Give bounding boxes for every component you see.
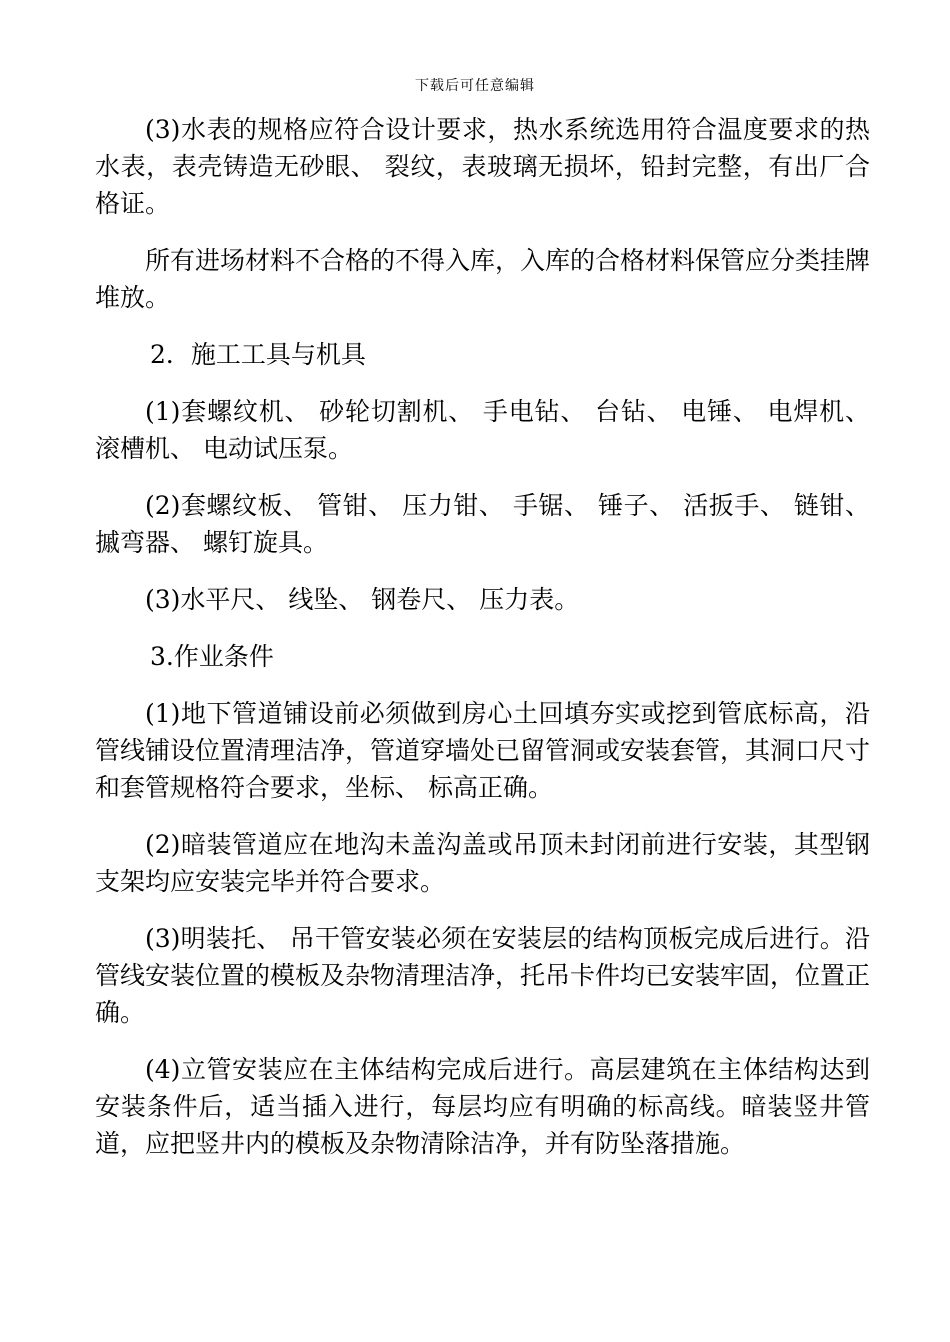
paragraph-concealed-pipes: (2)暗装管道应在地沟未盖沟盖或吊顶未封闭前进行安装，其型钢支架均应安装完毕并符合要求。 [95,830,870,896]
section-heading-tools: 2．施工工具与机具 [150,340,366,369]
paragraph-exposed-main-pipes: (3)明装托、 吊干管安装必须在安装层的结构顶板完成后进行。沿管线安装位置的模板及杂物清理洁净，托吊卡件均已安装牢固，位置正确。 [95,924,871,1027]
document-body [95,111,870,1182]
section-heading-work-conditions: 3.作业条件 [150,642,274,671]
page-header: 下载后可任意编辑 [415,78,535,94]
paragraph-water-meter-spec: (3)水表的规格应符合设计要求，热水系统选用符合温度要求的热水表，表壳铸造无砂眼、 裂纹，表玻璃无损坏，铅封完整，有出厂合格证。 [95,115,870,218]
paragraph-riser-pipes: (4)立管安装应在主体结构完成后进行。高层建筑在主体结构达到安装条件后，适当插入进行，每层均应有明确的标高线。暗装竖井管道，应把竖井内的模板及杂物清除洁净，并有防坠落措施。 [95,1055,870,1158]
paragraph-measuring-tools: (3)水平尺、 线坠、 钢卷尺、 压力表。 [145,585,580,614]
paragraph-underground-pipes: (1)地下管道铺设前必须做到房心土回填夯实或挖到管底标高，沿管线铺设位置清理洁净，管道穿墙处已留管洞或安装套管，其洞口尺寸和套管规格符合要求，坐标、 标高正确。 [95,699,871,802]
paragraph-material-storage: 所有进场材料不合格的不得入库，入库的合格材料保管应分类挂牌堆放。 [95,246,871,312]
paragraph-machines: (1)套螺纹机、 砂轮切割机、 手电钻、 台钻、 电锤、 电焊机、 滚槽机、 电动试压泵。 [95,397,870,463]
paragraph-hand-tools: (2)套螺纹板、 管钳、 压力钳、 手锯、 锤子、 活扳手、 链钳、 摵弯器、 螺钉旋具。 [95,491,870,557]
